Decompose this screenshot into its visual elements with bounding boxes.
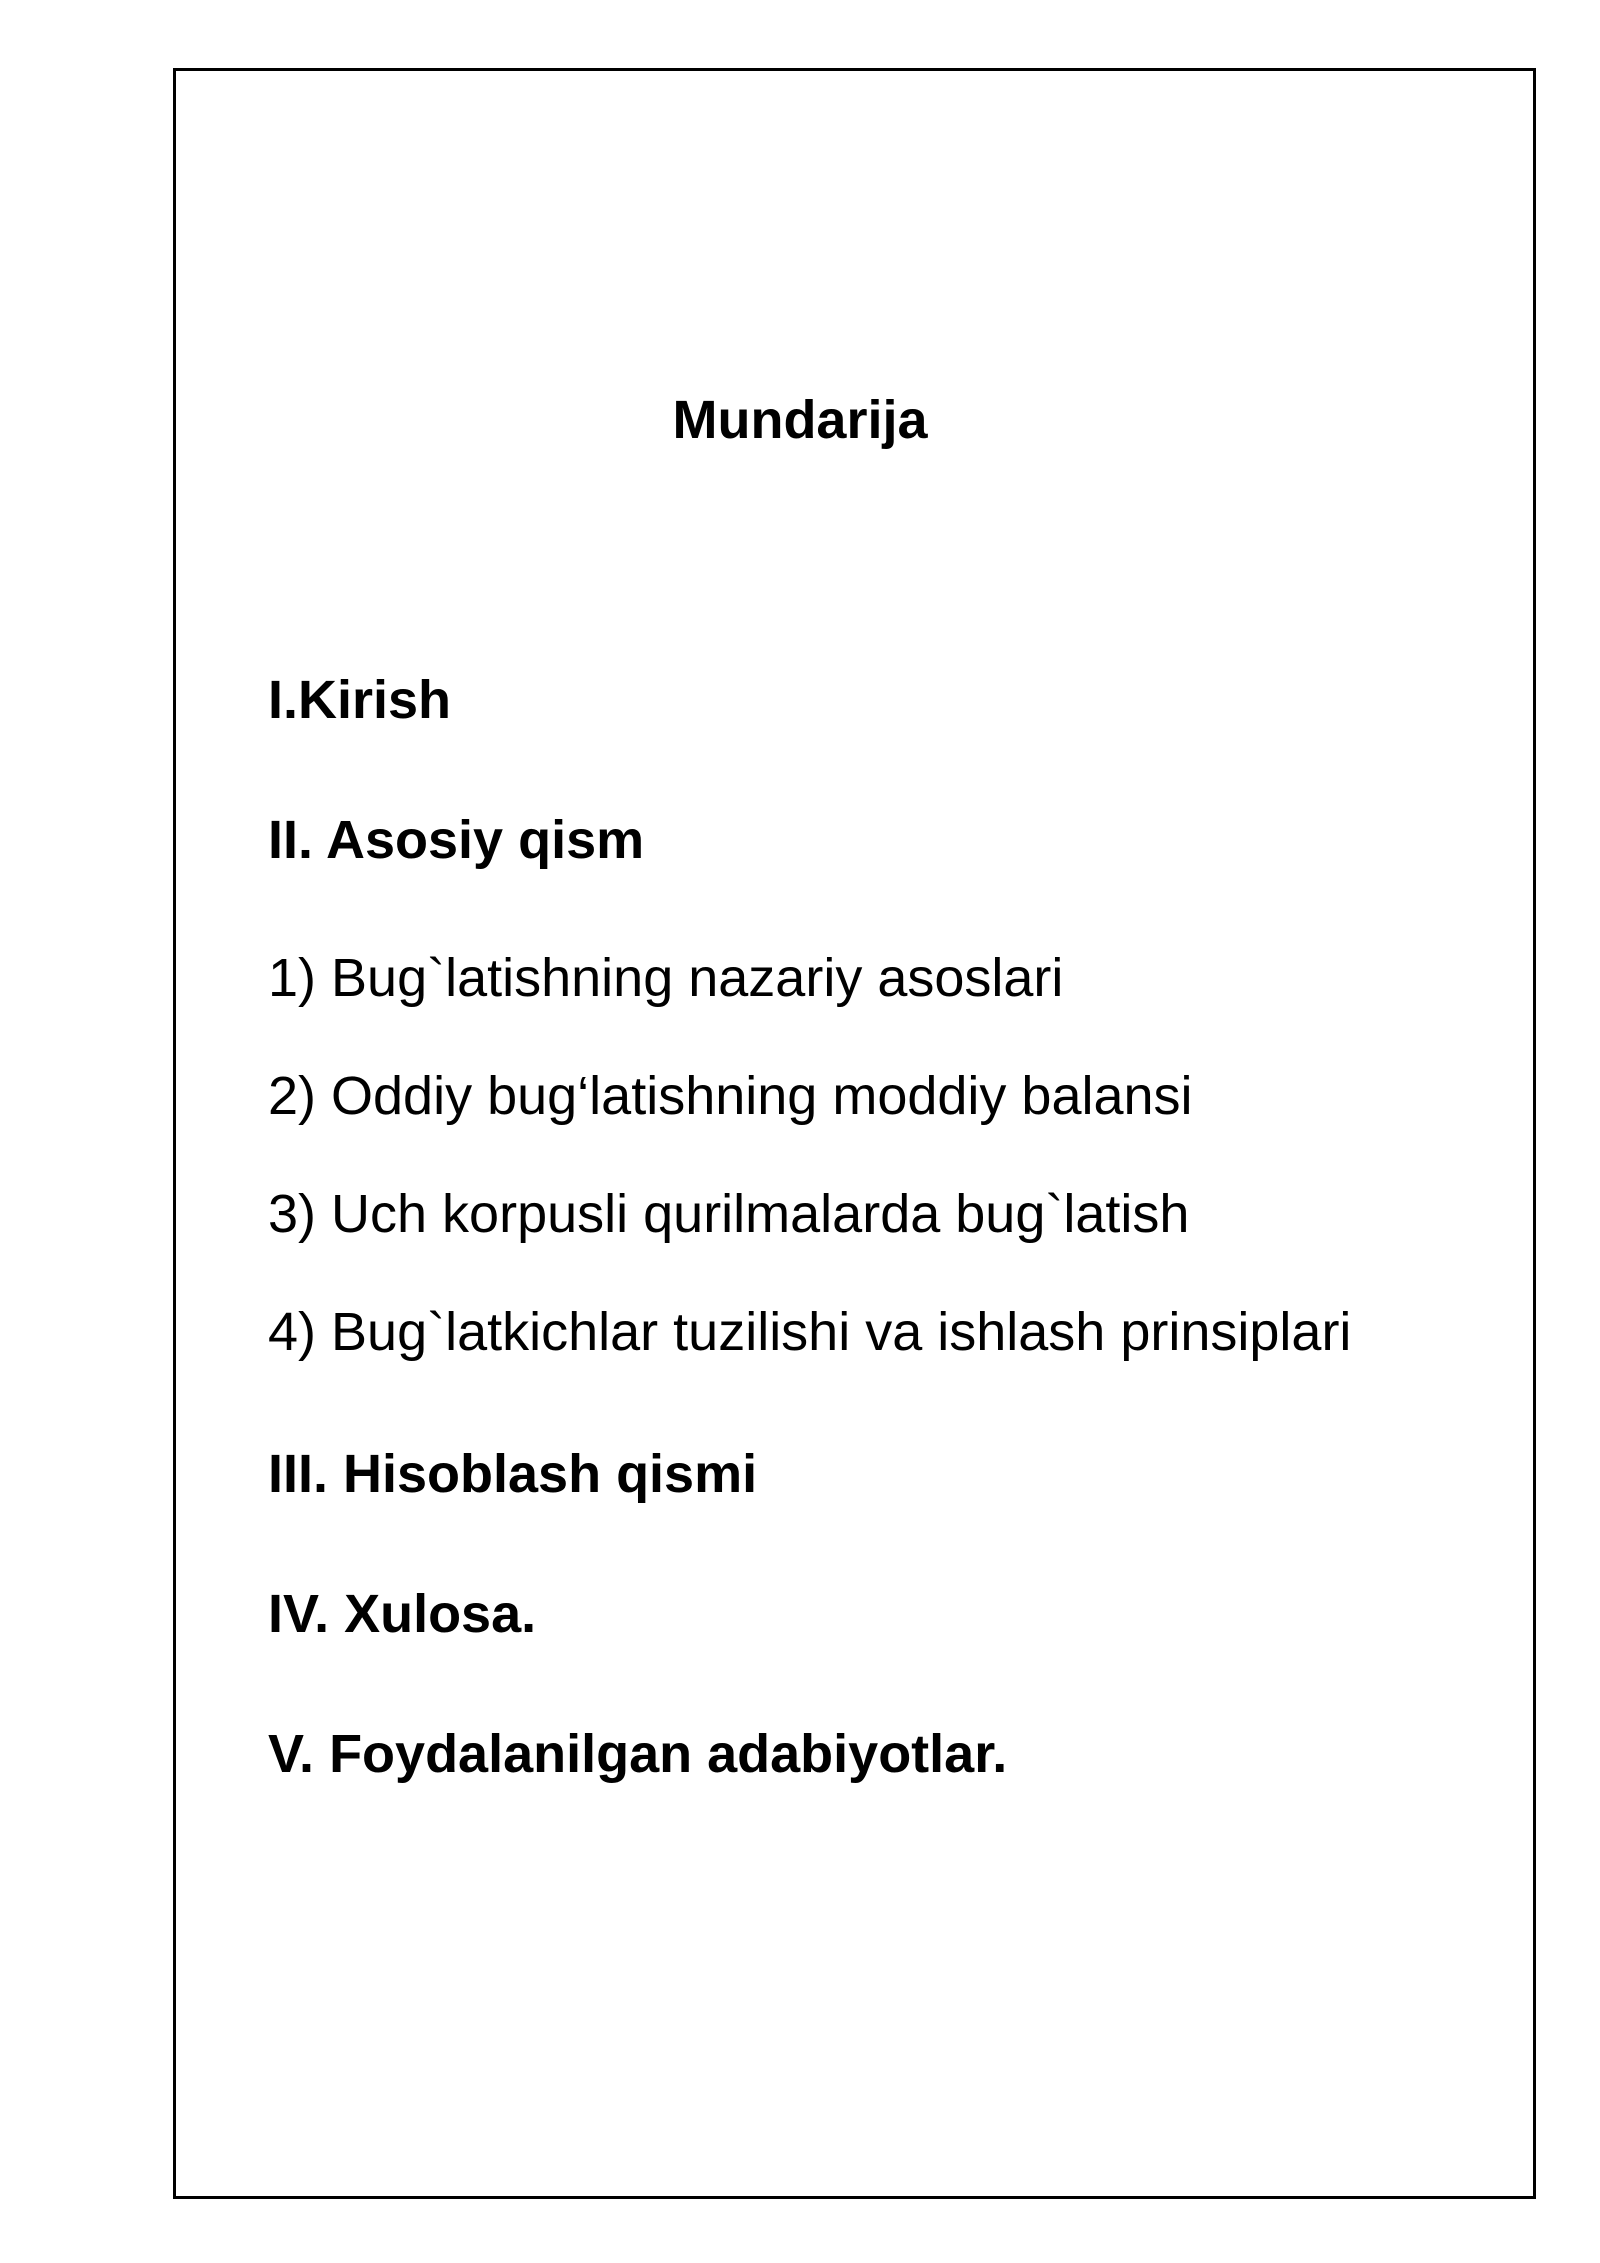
toc-item-kirish: I.Kirish xyxy=(268,670,452,730)
toc-subitem-uch-korpusli: 3) Uch korpusli qurilmalarda bug`latish xyxy=(268,1184,1190,1244)
toc-subitem-buglatkichlar: 4) Bug`latkichlar tuzilishi va ishlash prinsiplari xyxy=(268,1302,1352,1362)
toc-item-asosiy-qism: II. Asosiy qism xyxy=(268,810,645,870)
page-title: Mundarija xyxy=(672,390,928,450)
toc-subitem-moddiy-balansi: 2) Oddiy bug‘latishning moddiy balansi xyxy=(268,1066,1193,1126)
toc-subitem-nazariy-asoslari: 1) Bug`latishning nazariy asoslari xyxy=(268,948,1064,1008)
toc-item-hisoblash-qismi: III. Hisoblash qismi xyxy=(268,1444,758,1504)
toc-item-xulosa: IV. Xulosa. xyxy=(268,1584,537,1644)
toc-item-adabiyotlar: V. Foydalanilgan adabiyotlar. xyxy=(268,1724,1008,1784)
